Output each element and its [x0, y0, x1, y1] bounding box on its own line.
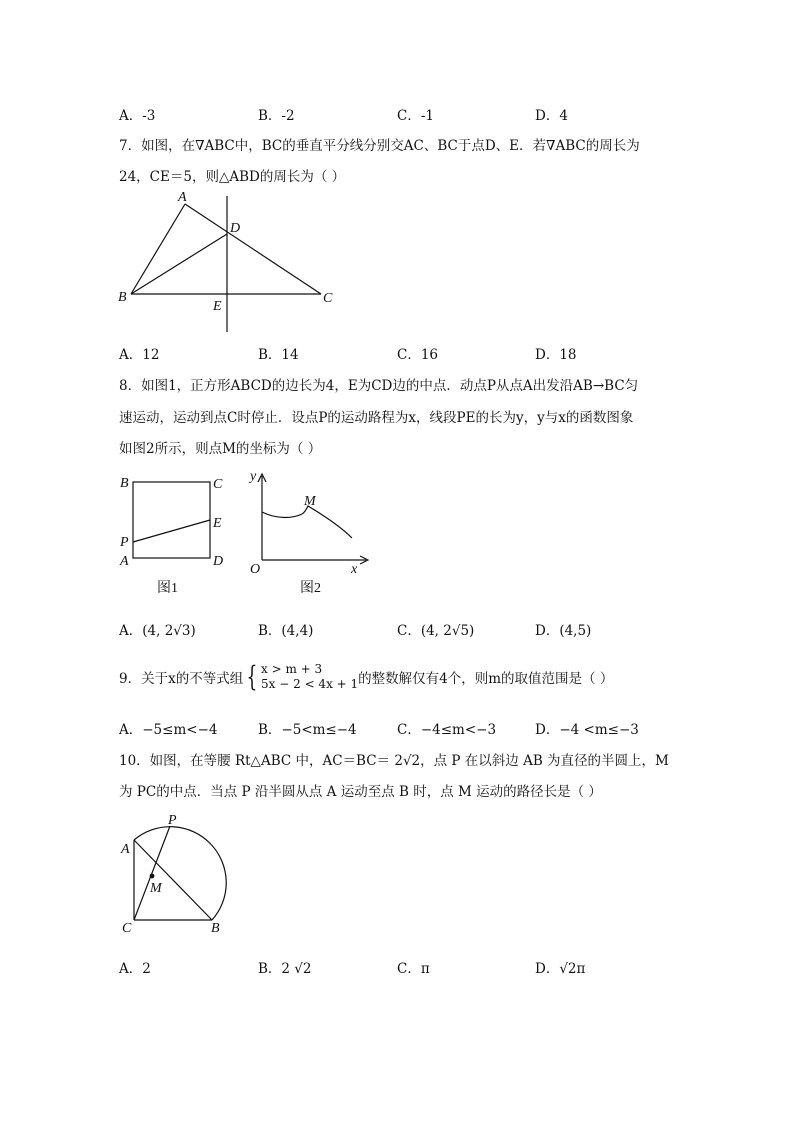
q9-option-d: D．−4 <m≤−3	[535, 722, 639, 738]
label-b: B	[211, 921, 220, 936]
segment-ac	[185, 204, 321, 294]
label-p: P	[168, 813, 177, 828]
label-a: A	[121, 842, 130, 857]
q9-option-c: C．−4≤m<−3	[397, 722, 497, 738]
fig1-label-p: P	[120, 535, 129, 550]
q7-triangle-figure	[112, 186, 342, 342]
q8-text-line2: 速运动，运动到点C时停止．设点P的运动路程为x，线段PE的长为y，y与x的函数图象	[119, 410, 634, 426]
q10-text-line1: 10．如图，在等腰 Rt△ABC 中，AC＝BC＝ 2√2，点 P 在以斜边 AB 为直径的半圆上，M	[119, 753, 669, 769]
point-m	[150, 874, 155, 879]
q10-option-d: D．√2π	[535, 961, 586, 977]
label-b: B	[118, 290, 127, 305]
fig2-label-o: O	[250, 562, 261, 577]
fig1-caption: 图1	[157, 581, 178, 596]
q10-option-c: C．π	[397, 961, 430, 977]
q6-option-c: C．-1	[397, 108, 434, 124]
semicircle-arc	[134, 827, 226, 920]
q7-option-c: C．16	[397, 347, 439, 363]
hypotenuse-ab	[134, 840, 212, 920]
q8-figure-2-graph	[242, 466, 372, 606]
fig1-label-c: C	[213, 477, 223, 492]
q6-option-b: B．-2	[258, 108, 295, 124]
q9-text	[119, 662, 613, 692]
label-m: M	[150, 881, 162, 896]
segment-ab	[131, 204, 185, 294]
segment-pc	[134, 826, 170, 920]
fig1-label-b: B	[120, 476, 129, 491]
q7-option-a: A．12	[119, 347, 160, 363]
q8-option-c: C．(4, 2√5)	[397, 623, 475, 639]
label-e: E	[213, 299, 222, 314]
q8-text-line1: 8．如图1，正方形ABCD的边长为4，E为CD边的中点．动点P从点A出发沿AB→BC匀	[119, 378, 639, 394]
q9-inequality-2: 5x − 2 < 4x + 1	[261, 677, 359, 691]
q7-option-b: B．14	[258, 347, 299, 363]
q9-option-a: A．−5≤m<−4	[119, 722, 218, 738]
label-c: C	[323, 291, 333, 306]
q9-prefix: 9．关于x的不等式组	[119, 671, 244, 687]
q7-text-line1: 7．如图，在∇ABC中，BC的垂直平分线分别交AC、BC于点D、E．若∇ABC的周长为	[119, 138, 640, 154]
q10-text-line2: 为 PC的中点．当点 P 沿半圆从点 A 运动至点 B 时，点 M 运动的路径长是（ ）	[119, 784, 602, 800]
q9-suffix: 的整数解仅有4个，则m的取值范围是（ ）	[358, 671, 614, 687]
fig2-label-y: y	[250, 469, 257, 484]
q9-inequality-1: x > m + 3	[261, 662, 323, 676]
q8-option-a: A．(4, 2√3)	[119, 623, 196, 639]
q8-option-d: D．(4,5)	[535, 623, 592, 639]
q8-option-b: B．(4,4)	[258, 623, 314, 639]
fig1-label-d: D	[213, 554, 224, 569]
label-c: C	[122, 921, 132, 936]
q7-option-d: D．18	[535, 347, 577, 363]
brace-symbol: {	[246, 660, 258, 693]
fig2-caption: 图2	[300, 581, 321, 596]
q10-option-b: B．2 √2	[258, 961, 312, 977]
q6-option-d: D．4	[535, 108, 568, 124]
fig1-label-e: E	[213, 516, 222, 531]
q9-inequality-system	[261, 662, 358, 692]
q6-option-a: A．-3	[119, 108, 156, 124]
q9-option-b: B．−5<m≤−4	[258, 722, 357, 738]
q7-text-line2: 24，CE＝5，则△ABD的周长为（ ）	[119, 169, 346, 185]
fig2-label-m: M	[304, 494, 316, 509]
fig2-label-x: x	[351, 562, 358, 577]
segment-bd	[131, 234, 227, 294]
q8-text-line3: 如图2所示，则点M的坐标为（ ）	[119, 441, 322, 457]
fig1-label-a: A	[120, 554, 129, 569]
q10-semicircle-figure	[112, 810, 242, 942]
label-d: D	[230, 221, 241, 236]
label-a: A	[178, 190, 187, 205]
q10-option-a: A．2	[119, 961, 151, 977]
q8-figure-1-square	[112, 468, 242, 606]
